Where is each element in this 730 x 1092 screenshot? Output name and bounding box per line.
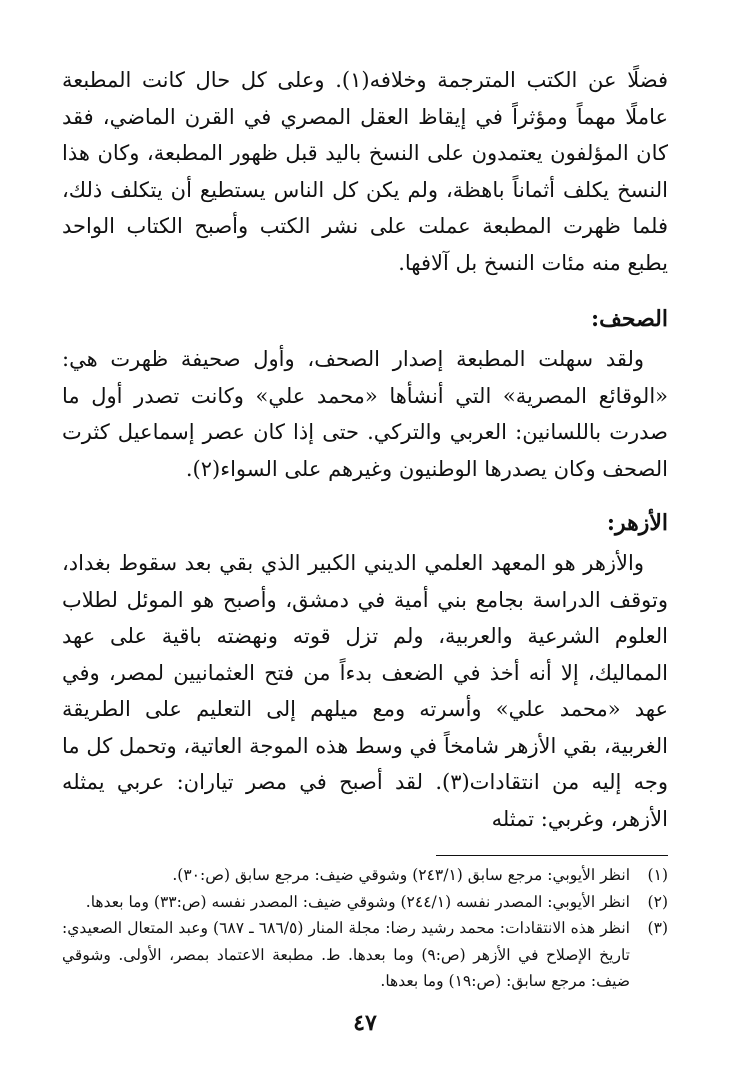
azhar-paragraph: والأزهر هو المعهد العلمي الديني الكبير الذي بقي بعد سقوط بغداد، وتوقف الدراسة بجامع بني أمية في دمشق، وأصبح هو الموئل لطلاب العلوم الشرعية والعربية، ولم تزل قوته ونهضته باقية على عهد المماليك، إلا أنه أخذ في الضعف بدءاً من فتح العثمانيين لمصر، وفي عهد «محمد علي» وأسرته ومع ميلهم إلى التعليم على الطريقة الغربية، بقي الأزهر شامخاً في وسط هذه الموجة العاتية، وتحمل كل ما وجه إليه من انتقادات(٣). لقد أصبح في مصر تياران: عربي يمثله الأزهر، وغربي: تمثله <box>62 551 669 831</box>
section-heading-press: الصحف: <box>591 306 668 332</box>
footnote-item <box>62 915 668 995</box>
footnote-divider <box>436 855 668 856</box>
footnote-text: انظر هذه الانتقادات: محمد رشيد رضا: مجلة المنار (٦٨٦/٥ ـ ٦٨٧) وعبد المتعال الصعيدي: تاريخ الإصلاح في الأزهر (ص:٩) وما بعدها. ط. مطبعة الاعتماد بمصر، الأولى. وشوقي ضيف: مرجع سابق: (ص:١٩) وما بعدها. <box>62 919 630 990</box>
page-body <box>62 62 668 995</box>
footnote-item <box>62 862 668 889</box>
intro-paragraph: فضلًا عن الكتب المترجمة وخلافه(١). وعلى كل حال كانت المطبعة عاملًا مهماً ومؤثراً في إيقاظ العقل المصري في القرن الماضي، فقد كان المؤلفون يعتمدون على النسخ باليد قبل ظهور المطبعة، وكان هذا النسخ يكلف أثماناً باهظة، ولم يكن كل الناس يستطيع أن يتكلف ذلك، فلما ظهرت المطبعة عملت على نشر الكتب وأصبح الكتاب الواحد يطبع منه مئات النسخ بل آلافها. <box>62 68 668 275</box>
footnote-number: (٢) <box>647 892 668 911</box>
section-heading-azhar: الأزهر: <box>606 510 668 536</box>
footnote-text: انظر الأيوبي: مرجع سابق (٢٤٣/١) وشوقي ضيف: مرجع سابق (ص:٣٠). <box>172 866 630 884</box>
page-number: ٤٧ <box>353 1010 377 1036</box>
footnote-text: انظر الأيوبي: المصدر نفسه (٢٤٤/١) وشوقي ضيف: المصدر نفسه (ص:٣٣) وما بعدها. <box>85 892 630 911</box>
footnote-number: (٣) <box>647 919 668 937</box>
press-paragraph: ولقد سهلت المطبعة إصدار الصحف، وأول صحيفة ظهرت هي: «الوقائع المصرية» التي أنشأها «محمد علي» وكانت تصدر أول ما صدرت باللسانين: العربي والتركي. حتى إذا كان عصر إسماعيل كثرت الصحف وكان يصدرها الوطنيون وغيرهم على السواء(٢). <box>62 347 668 481</box>
footnote-item <box>62 889 668 916</box>
footnotes <box>62 862 668 995</box>
footnote-number: (١) <box>647 866 668 884</box>
